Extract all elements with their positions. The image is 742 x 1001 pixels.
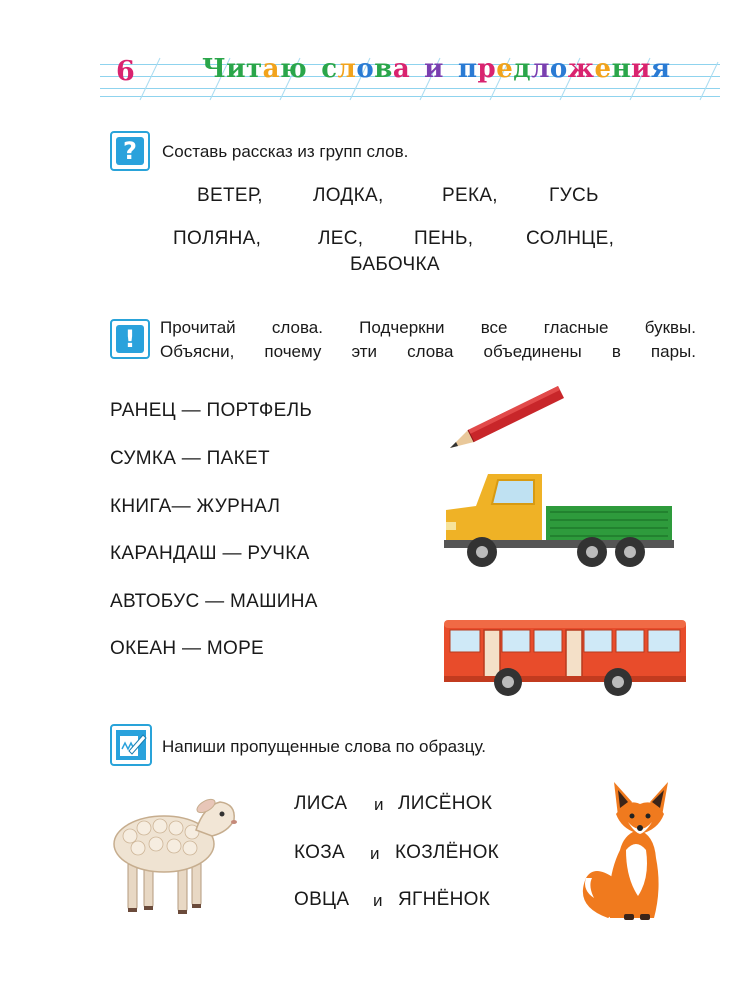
word: СОЛНЦЕ, bbox=[526, 228, 615, 249]
title-letter: е bbox=[496, 54, 514, 84]
word: ЛЕС, bbox=[318, 228, 364, 249]
lamb-picture bbox=[108, 786, 242, 926]
title-letter: я bbox=[650, 54, 671, 84]
title-letter: а bbox=[262, 54, 281, 84]
question-icon-glyph: ? bbox=[116, 137, 144, 165]
title-letter: и bbox=[631, 54, 651, 84]
title-word bbox=[321, 54, 410, 84]
row-right-word: ЛИСЁНОК bbox=[398, 793, 493, 814]
write-icon-graphic bbox=[115, 729, 147, 761]
bus-picture bbox=[442, 616, 690, 698]
title-letter: д bbox=[513, 54, 532, 84]
exclamation-icon-glyph: ! bbox=[116, 325, 144, 353]
title-word bbox=[458, 54, 671, 84]
task2-instruction-line2: Объясни, почему эти слова объединены в пары. bbox=[160, 342, 696, 361]
row-left-word: ЛИСА bbox=[294, 793, 348, 814]
title-letter: т bbox=[246, 54, 263, 84]
word-pair: СУМКА — ПАКЕТ bbox=[110, 448, 270, 469]
title-letter: р bbox=[477, 54, 497, 84]
word-pair: КНИГА— ЖУРНАЛ bbox=[110, 496, 281, 517]
word-pair: КАРАНДАШ — РУЧКА bbox=[110, 543, 310, 564]
row-conjunction: и bbox=[373, 891, 383, 910]
row-left-word: ОВЦА bbox=[294, 889, 350, 910]
task2-instruction-line1: Прочитай слова. Подчеркни все гласные буквы. bbox=[160, 318, 696, 337]
word: БАБОЧКА bbox=[350, 254, 440, 275]
title-letter: и bbox=[226, 54, 247, 84]
word-pair: АВТОБУС — МАШИНА bbox=[110, 591, 318, 612]
pencil-picture bbox=[446, 380, 566, 452]
page-header bbox=[0, 0, 742, 120]
word: РЕКА, bbox=[442, 185, 498, 206]
word: ЛОДКА, bbox=[313, 185, 384, 206]
title-letter: п bbox=[457, 54, 478, 84]
word: ВЕТЕР, bbox=[197, 185, 263, 206]
row-conjunction: и bbox=[370, 844, 380, 863]
title-letter: а bbox=[392, 54, 411, 84]
title-letter: л bbox=[531, 54, 550, 84]
question-icon bbox=[110, 131, 150, 171]
word: ПЕНЬ, bbox=[414, 228, 474, 249]
title-letter: е bbox=[594, 54, 612, 84]
title-letter: с bbox=[321, 54, 338, 84]
row-right-word: ЯГНЁНОК bbox=[398, 889, 491, 910]
title-word bbox=[202, 54, 307, 84]
title-word bbox=[424, 54, 444, 84]
title-letter: о bbox=[549, 54, 568, 84]
exclamation-icon bbox=[110, 319, 150, 359]
word: ГУСЬ bbox=[549, 185, 599, 206]
row-conjunction: и bbox=[374, 795, 384, 814]
word-pair: ОКЕАН — МОРЕ bbox=[110, 638, 265, 659]
title-letter: о bbox=[356, 54, 375, 84]
word-pair: РАНЕЦ — ПОРТФЕЛЬ bbox=[110, 400, 313, 421]
title-letter: ж bbox=[567, 54, 595, 84]
row-left-word: КОЗА bbox=[294, 842, 345, 863]
title-letter: ю bbox=[280, 54, 308, 84]
task1-instruction: Составь рассказ из групп слов. bbox=[162, 142, 409, 161]
page-number: 6 bbox=[116, 56, 135, 87]
title-letter: л bbox=[337, 54, 357, 84]
word: ПОЛЯНА, bbox=[173, 228, 262, 249]
row-right-word: КОЗЛЁНОК bbox=[395, 842, 500, 863]
title-letter: н bbox=[611, 54, 632, 84]
fox-picture bbox=[580, 778, 692, 926]
title-letter: в bbox=[374, 54, 393, 84]
task3-instruction: Напиши пропущенные слова по образцу. bbox=[162, 737, 486, 756]
write-icon bbox=[110, 724, 152, 766]
page-title bbox=[202, 54, 671, 84]
title-letter: Ч bbox=[202, 54, 227, 84]
title-letter: и bbox=[424, 54, 444, 84]
truck-picture bbox=[442, 466, 676, 576]
